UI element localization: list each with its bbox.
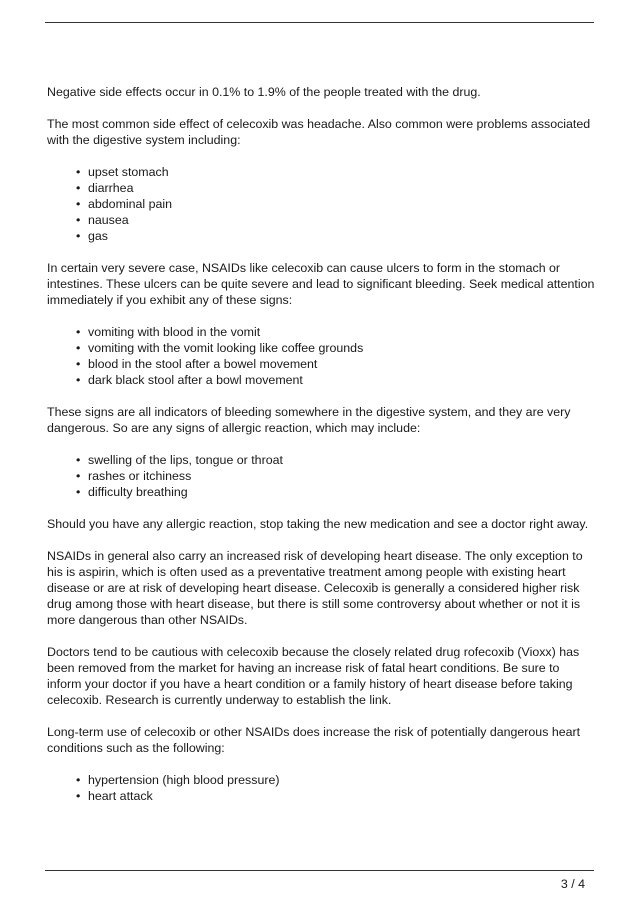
paragraph: NSAIDs in general also carry an increased risk of developing heart disease. The only exception to his is aspirin, which is often used as a preventative treatment among people with existing heart disease or are at risk of developing heart disease. Celecoxib is generally a considered higher risk drug among those with heart disease, but there is still some controversy about whether or not it is more dangerous than other NSAIDs.	[47, 549, 583, 627]
list-item: • vomiting with the vomit looking like coffee grounds	[76, 340, 595, 356]
list-item: • diarrhea	[76, 180, 595, 196]
paragraph: These signs are all indicators of bleeding somewhere in the digestive system, and they are very dangerous. So are any signs of allergic reaction, which may include:	[47, 405, 571, 435]
paragraph: In certain very severe case, NSAIDs like celecoxib can cause ulcers to form in the stomach or intestines. These ulcers can be quite severe and lead to significant bleeding. Seek medical attention immediately if you exhibit any of these signs:	[47, 261, 595, 307]
digestive-effects-list	[47, 164, 595, 244]
list-item: • upset stomach	[76, 164, 595, 180]
list-item: • dark black stool after a bowl movement	[76, 372, 595, 388]
document-body	[47, 84, 595, 820]
list-item: • gas	[76, 228, 595, 244]
list-item: • rashes or itchiness	[76, 468, 595, 484]
header-rule	[45, 22, 594, 23]
footer-rule	[45, 870, 594, 871]
bleeding-signs-list	[47, 324, 595, 388]
list-item: • difficulty breathing	[76, 484, 595, 500]
list-item: • swelling of the lips, tongue or throat	[76, 452, 595, 468]
paragraph: Should you have any allergic reaction, stop taking the new medication and see a doctor right away.	[47, 517, 589, 531]
list-item: • abdominal pain	[76, 196, 595, 212]
page-number: 3 / 4	[560, 877, 585, 891]
list-item: • blood in the stool after a bowel movement	[76, 356, 595, 372]
list-item: • vomiting with blood in the vomit	[76, 324, 595, 340]
heart-conditions-list	[47, 772, 595, 804]
list-item: • nausea	[76, 212, 595, 228]
paragraph: The most common side effect of celecoxib was headache. Also common were problems associated with the digestive system including:	[47, 117, 591, 147]
allergic-signs-list	[47, 452, 595, 500]
paragraph: Doctors tend to be cautious with celecoxib because the closely related drug rofecoxib (Vioxx) has been removed from the market for having an increase risk of fatal heart conditions. Be sure to inform your doctor if you have a heart condition or a family history of heart disease before taking celecoxib. Research is currently underway to establish the link.	[47, 645, 580, 707]
paragraph: Long-term use of celecoxib or other NSAIDs does increase the risk of potentially dangerous heart conditions such as the following:	[47, 725, 581, 755]
list-item: • heart attack	[76, 788, 595, 804]
list-item: • hypertension (high blood pressure)	[76, 772, 595, 788]
paragraph: Negative side effects occur in 0.1% to 1.9% of the people treated with the drug.	[47, 85, 481, 99]
